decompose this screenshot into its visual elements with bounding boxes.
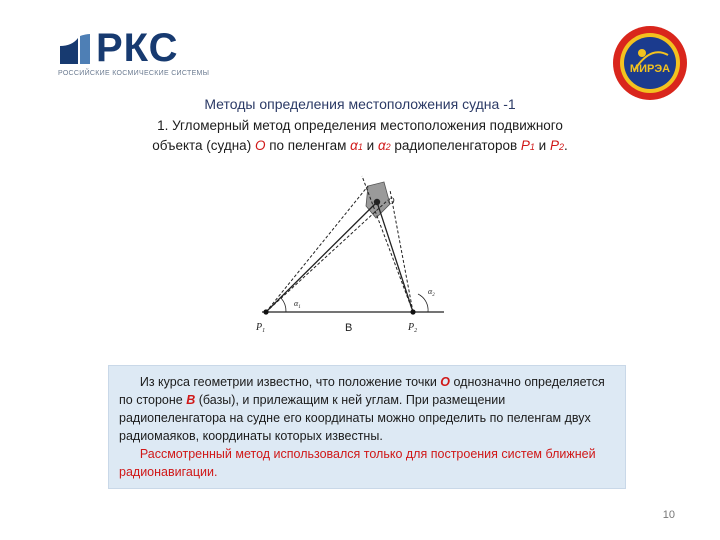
- label-alpha2: $\alpha_2$: [428, 287, 435, 298]
- subtitle-text: и: [534, 138, 550, 153]
- label-alpha1: $\alpha_1$: [294, 299, 301, 310]
- angle-arc-2: [418, 294, 428, 312]
- alpha-2: α2: [377, 138, 391, 153]
- subtitle-text: по пеленгам: [265, 138, 351, 153]
- triangulation-diagram: [250, 170, 450, 340]
- rks-logo-subtitle: РОССИЙСКИЕ КОСМИЧЕСКИЕ СИСТЕМЫ: [58, 70, 210, 77]
- subtitle-text: и: [362, 138, 378, 153]
- mirea-logo: [612, 25, 688, 101]
- point-o: О: [254, 138, 266, 153]
- angle-arc-1: [281, 298, 286, 312]
- page-number: 10: [662, 509, 675, 521]
- subtitle-text: объекта (судна): [152, 138, 255, 153]
- p-2: P2: [549, 138, 564, 153]
- bearing-p1-b: [266, 200, 388, 312]
- info-paragraph-1: Из курса геометрии известно, что положение точки О однозначно определяется по стороне В (базы), и прилежащим к ней углам. При размещении радиопеленгатора на судне его координаты можно определить по пеленгам двух радиомаяков, координаты которых известны.: [119, 375, 605, 443]
- label-base: B: [345, 322, 353, 334]
- page-title: Методы определения местоположения судна -1: [204, 96, 516, 112]
- info-box: [108, 365, 626, 489]
- label-p2: $P_2$: [408, 322, 418, 334]
- rks-logo-name: РКС: [96, 26, 179, 70]
- subtitle-text: радиопеленгаторов: [390, 138, 521, 153]
- label-o: O: [388, 196, 395, 206]
- bearing-p1-a: [266, 186, 368, 312]
- rks-logo: [58, 26, 210, 78]
- alpha-1: α1: [350, 138, 363, 153]
- info-paragraph-2: Рассмотренный метод использовался только для построения систем ближней радионавигации.: [119, 447, 596, 479]
- info-base-b: В: [186, 393, 196, 407]
- subtitle-line-2: объекта (судна) О по пеленгам α1 и α2 радиопеленгаторов P1 и P2.: [152, 138, 568, 153]
- mirea-logo-text: МИРЭА: [629, 63, 671, 75]
- subtitle: [110, 116, 610, 157]
- subtitle-line-1: 1. Угломерный метод определения местоположения подвижного: [157, 118, 563, 133]
- info-point-o: О: [440, 375, 451, 389]
- p1-point: [263, 309, 268, 314]
- p-1: P1: [520, 138, 535, 153]
- label-p1: $P_1$: [256, 322, 266, 334]
- rks-logo-mark-icon: [58, 32, 92, 66]
- bearing-p1: [266, 202, 377, 312]
- p2-point: [410, 309, 415, 314]
